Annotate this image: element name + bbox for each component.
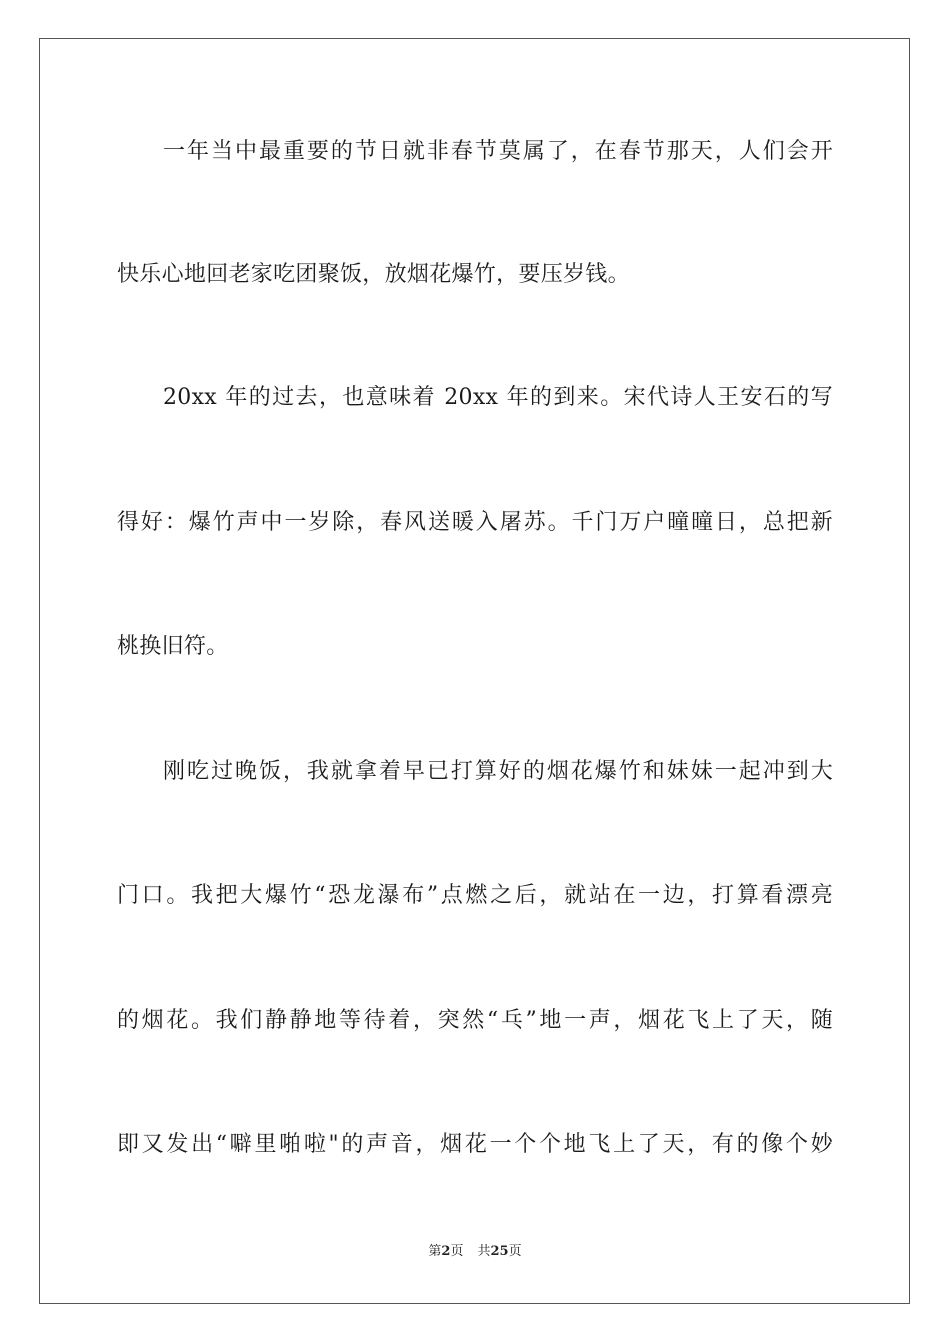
paragraph-3-line-4: 即又发出“噼里啪啦"的声音，烟花一个个地飞上了天，有的像个妙 xyxy=(117,1132,833,1157)
paragraph-3-line-2: 门口。我把大爆竹“恐龙瀑布”点燃之后，就站在一边，打算看漂亮 xyxy=(117,883,833,908)
paragraph-1-line-1: 一年当中最重要的节日就非春节莫属了，在春节那天，人们会开 xyxy=(163,139,833,164)
page-total: 25 xyxy=(490,1244,509,1259)
page-suffix: 页 xyxy=(450,1244,464,1259)
paragraph-3-line-3: 的烟花。我们静静地等待着，突然“乓”地一声，烟花飞上了天，随 xyxy=(117,1008,833,1033)
page-footer xyxy=(0,1243,950,1261)
page-current: 2 xyxy=(441,1244,451,1259)
page-prefix: 第 xyxy=(428,1244,442,1259)
paragraph-1-line-2: 快乐心地回老家吃团聚饭，放烟花爆竹，要压岁钱。 xyxy=(117,262,630,287)
paragraph-2-line-3: 桃换旧符。 xyxy=(117,634,229,659)
page-border xyxy=(39,38,910,1304)
paragraph-2-line-1: 20xx 年的过去，也意味着 20xx 年的到来。宋代诗人王安石的写 xyxy=(163,385,833,410)
total-prefix: 共 xyxy=(477,1244,491,1259)
paragraph-2-line-2: 得好：爆竹声中一岁除，春风送暖入屠苏。千门万户曈曈日，总把新 xyxy=(117,510,833,535)
paragraph-3-line-1: 刚吃过晚饭，我就拿着早已打算好的烟花爆竹和妹妹一起冲到大 xyxy=(163,759,833,784)
total-suffix: 页 xyxy=(508,1244,522,1259)
